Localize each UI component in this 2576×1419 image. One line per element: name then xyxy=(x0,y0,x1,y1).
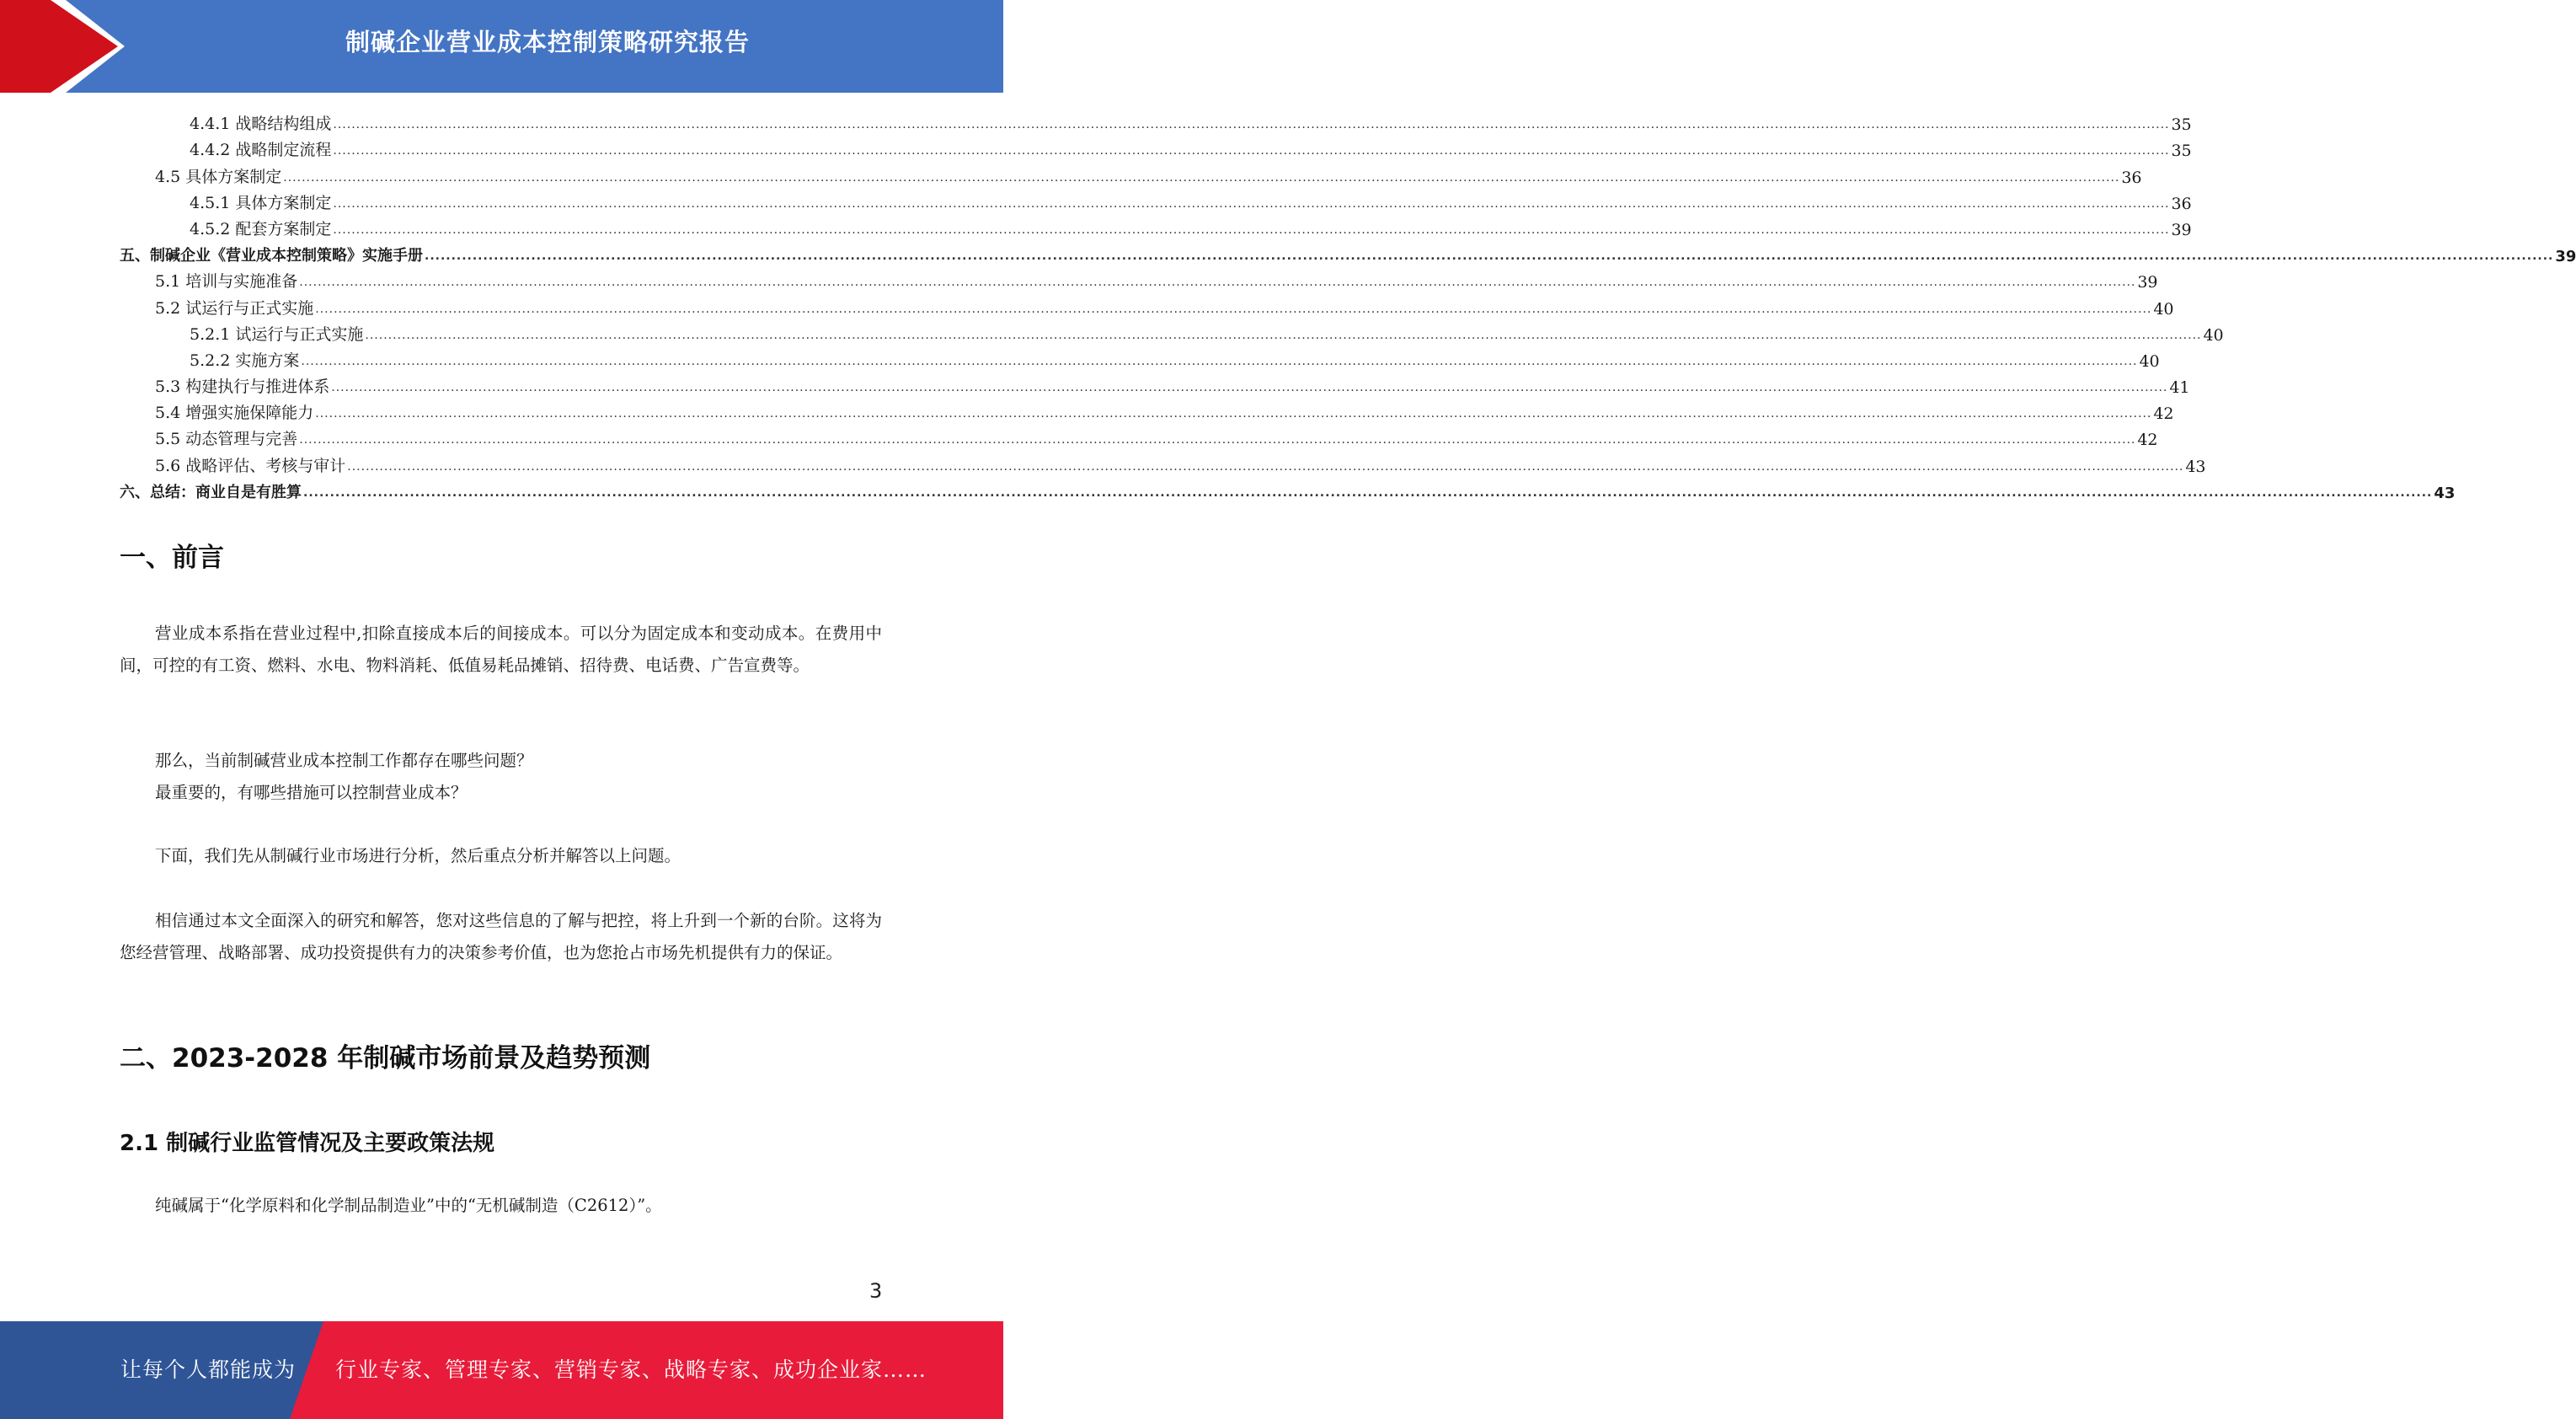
toc-entry-label: 5.2.2 实施方案 xyxy=(190,351,300,370)
toc-entry[interactable] xyxy=(120,397,2174,424)
toc-entry-page: 42 xyxy=(2137,431,2158,450)
toc-entry-label: 5.6 战略评估、考核与审计 xyxy=(155,456,346,475)
header-band xyxy=(0,0,1003,93)
toc-entry-label: 4.5 具体方案制定 xyxy=(155,167,282,186)
toc-entry-page: 43 xyxy=(2185,457,2206,476)
toc-entry-page: 39 xyxy=(2137,273,2158,292)
toc-entry-label: 5.2.1 试运行与正式实施 xyxy=(190,324,364,344)
header-arrow-decoration xyxy=(0,0,135,93)
toc-entry-label: 5.4 增强实施保障能力 xyxy=(155,404,314,423)
preface-question-2: 最重要的，有哪些措施可以控制营业成本？ xyxy=(155,783,468,802)
toc-leader-dots: ................................................................................................................................................................................................................................................................................................................................................................................................................ xyxy=(333,118,2170,132)
toc-entry[interactable] xyxy=(120,213,2192,239)
section-heading-market-outlook: 二、2023-2028 年制碱市场前景及趋势预测 xyxy=(120,1043,651,1074)
toc-entry-page: 36 xyxy=(2171,194,2192,213)
toc-entry[interactable] xyxy=(120,239,2576,266)
toc-entry[interactable] xyxy=(120,319,2224,345)
preface-question-1: 那么，当前制碱营业成本控制工作都存在哪些问题？ xyxy=(155,751,533,770)
toc-entry-page: 39 xyxy=(2171,220,2192,239)
toc-entry[interactable] xyxy=(120,423,2158,450)
preface-paragraph-2: 下面，我们先从制碱行业市场进行分析，然后重点分析并解答以上问题。 xyxy=(155,846,681,865)
toc-leader-dots: ................................................................................................................................................................................................................................................................................................................................................................................................................ xyxy=(347,459,2184,474)
toc-entry[interactable] xyxy=(120,134,2192,161)
regulation-paragraph-1: 纯碱属于“化学原料和化学制品制造业”中的“无机碱制造（C2612）”。 xyxy=(155,1196,662,1215)
toc-entry-page: 40 xyxy=(2139,351,2160,371)
toc-entry[interactable] xyxy=(120,292,2174,319)
toc-entry-label: 5.1 培训与实施准备 xyxy=(155,272,298,292)
toc-entry-page: 39 xyxy=(2555,248,2576,266)
toc-leader-dots: ................................................................................................................................................................................................................................................................................................................................................................................................................ xyxy=(333,196,2170,211)
toc-entry[interactable] xyxy=(120,449,2206,476)
toc-entry-page: 35 xyxy=(2171,142,2192,161)
toc-entry-label: 六、总结：商业自是有胜算 xyxy=(120,483,302,501)
toc-entry-page: 40 xyxy=(2153,299,2174,319)
toc-leader-dots: ................................................................................................................................................................................................................................................................................................................................................................................................................ xyxy=(299,433,2136,447)
footer-band xyxy=(0,1321,1003,1419)
toc-leader-dots: ................................................................................................................................................................................................................................................................................................................................................................................................................ xyxy=(315,407,2152,421)
page-number: 3 xyxy=(869,1279,883,1303)
toc-entry[interactable] xyxy=(120,108,2192,135)
subsection-heading-regulation: 2.1 制碱行业监管情况及主要政策法规 xyxy=(120,1131,495,1156)
toc-entry-page: 35 xyxy=(2171,115,2192,135)
report-title: 制碱企业营业成本控制策略研究报告 xyxy=(345,28,750,56)
toc-entry[interactable] xyxy=(120,160,2142,187)
toc-leader-dots: ................................................................................................................................................................................................................................................................................................................................................................................................................ xyxy=(333,144,2170,158)
toc-leader-dots: ................................................................................................................................................................................................................................................................................................................................................................................................................ xyxy=(333,222,2170,237)
toc-entry-page: 43 xyxy=(2434,484,2456,502)
toc-entry-label: 4.5.1 具体方案制定 xyxy=(190,193,332,212)
toc-entry-label: 5.2 试运行与正式实施 xyxy=(155,298,314,318)
preface-paragraph-1: 营业成本系指在营业过程中,扣除直接成本后的间接成本。可以分为固定成本和变动成本。在费用中间，可控的有工资、燃料、水电、物料消耗、低值易耗品摊销、招待费、电话费、广告宣费等。 xyxy=(120,624,882,675)
toc-leader-dots: ................................................................................................................................................................................................................................................................................................................................................................................................................ xyxy=(331,381,2168,395)
toc-entry-label: 4.5.2 配套方案制定 xyxy=(190,219,332,238)
toc-entry-label: 5.3 构建执行与推进体系 xyxy=(155,378,330,397)
toc-entry-label: 4.4.2 战略制定流程 xyxy=(190,141,332,160)
toc-leader-dots: ................................................................................................................................................................................................................................................................................................................................................................................................................ xyxy=(301,354,2138,368)
toc-entry[interactable] xyxy=(120,187,2192,213)
toc-entry[interactable] xyxy=(120,476,2456,502)
toc-leader-dots: ................................................................................................................................................................................................................................................................................................................................................................................................................ xyxy=(299,276,2136,290)
toc-entry-page: 41 xyxy=(2169,378,2190,398)
toc-entry-label: 五、制碱企业《营业成本控制策略》实施手册 xyxy=(120,247,423,265)
toc-leader-dots: ................................................................................................................................................................................................................................................................................................................................................................................................................ xyxy=(425,249,2554,264)
toc-entry-label: 5.5 动态管理与完善 xyxy=(155,430,298,449)
toc-entry-page: 40 xyxy=(2203,325,2224,345)
toc-entry-label: 4.4.1 战略结构组成 xyxy=(190,115,332,134)
toc-leader-dots: ................................................................................................................................................................................................................................................................................................................................................................................................................ xyxy=(283,170,2120,185)
toc-entry[interactable] xyxy=(120,265,2158,292)
toc-entry[interactable] xyxy=(120,345,2160,371)
footer-slogan-left: 让每个人都能成为 xyxy=(120,1357,297,1382)
toc-entry[interactable] xyxy=(120,371,2190,398)
table-of-contents xyxy=(120,108,2576,502)
preface-paragraph-3: 相信通过本文全面深入的研究和解答，您对这些信息的了解与把控，将上升到一个新的台阶。这将为您经营管理、战略部署、成功投资提供有力的决策参考价值，也为您抢占市场先机提供有力的保证。 xyxy=(120,911,882,962)
toc-entry-page: 36 xyxy=(2121,168,2142,187)
toc-leader-dots: ................................................................................................................................................................................................................................................................................................................................................................................................................ xyxy=(315,302,2152,316)
footer-slogan-right: 行业专家、管理专家、营销专家、战略专家、成功企业家…… xyxy=(335,1357,927,1382)
section-heading-preface: 一、前言 xyxy=(120,543,224,573)
toc-leader-dots: ................................................................................................................................................................................................................................................................................................................................................................................................................ xyxy=(365,328,2202,342)
toc-entry-page: 42 xyxy=(2153,404,2174,424)
toc-leader-dots: ................................................................................................................................................................................................................................................................................................................................................................................................................ xyxy=(303,485,2433,500)
